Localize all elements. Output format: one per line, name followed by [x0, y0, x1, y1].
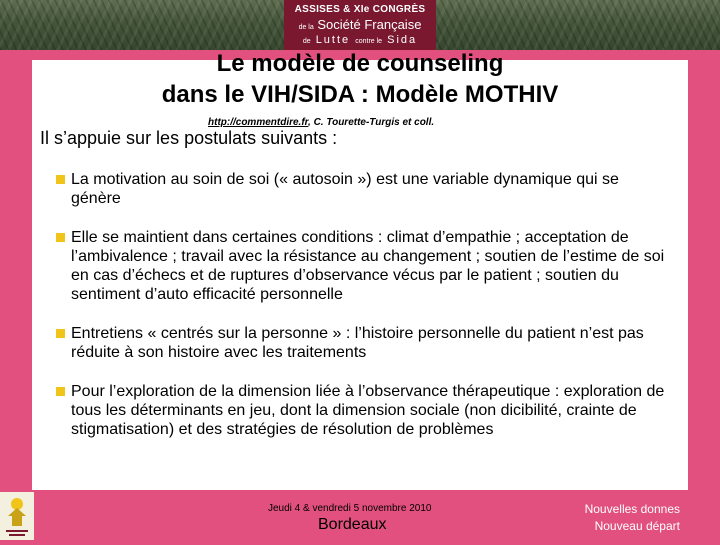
title-line-2: dans le VIH/SIDA : Modèle MOTHIV — [161, 81, 559, 108]
intro-text: Il s’appuie sur les postulats suivants : — [40, 128, 338, 148]
title-line-1: Le modèle de counseling — [216, 50, 504, 77]
source-link[interactable]: http://commentdire.fr — [208, 117, 309, 128]
footer-tagline — [540, 501, 680, 535]
bullet-item: Entretiens « centrés sur la personne » : l’histoire personnelle du patient n’est pas réduite à son histoire avec les traitements — [56, 324, 671, 362]
footer-city: Bordeaux — [318, 516, 387, 533]
bullet-item: La motivation au soin de soi (« autosoin ») est une variable dynamique qui se génère — [56, 170, 671, 208]
banner-line1: ASSISES & XIe CONGRÈS — [294, 4, 426, 15]
bullet-square-icon — [56, 329, 65, 338]
bullet-square-icon — [56, 233, 65, 242]
bullet-square-icon — [56, 387, 65, 396]
sfls-logo-icon — [0, 492, 34, 540]
source-authors: , C. Tourette-Turgis et coll. — [308, 117, 435, 128]
bullet-list — [56, 170, 671, 459]
bullet-square-icon — [56, 175, 65, 184]
source-citation — [208, 117, 608, 128]
footer-date: Jeudi 4 & vendredi 5 novembre 2010 — [268, 503, 432, 514]
banner-line2: de la Société Française — [298, 17, 422, 32]
bullet-item: Pour l’exploration de la dimension liée à l’observance thérapeutique : exploration de tous les déterminants en jeu, dont la dimension sociale (non dicibilité, crainte de stigmatisation) et des stratégies de résolution de problèmes — [56, 382, 671, 439]
header-banner — [0, 0, 720, 50]
tagline-line-2: Nouveau départ — [594, 519, 680, 533]
slide-title — [0, 48, 720, 110]
congress-logo — [284, 0, 436, 50]
bullet-item: Elle se maintient dans certaines conditions : climat d’empathie ; acceptation de l’ambivalence ; travail avec la résistance au changement ; soutien de l’estime de soi en cas d’échecs et de ruptures d’observance vécus par le patient ; soutien du sentiment d’auto efficacité personnelle — [56, 228, 671, 304]
banner-line3: de Lutte contre le Sida — [302, 34, 418, 46]
tagline-line-1: Nouvelles donnes — [584, 502, 680, 516]
